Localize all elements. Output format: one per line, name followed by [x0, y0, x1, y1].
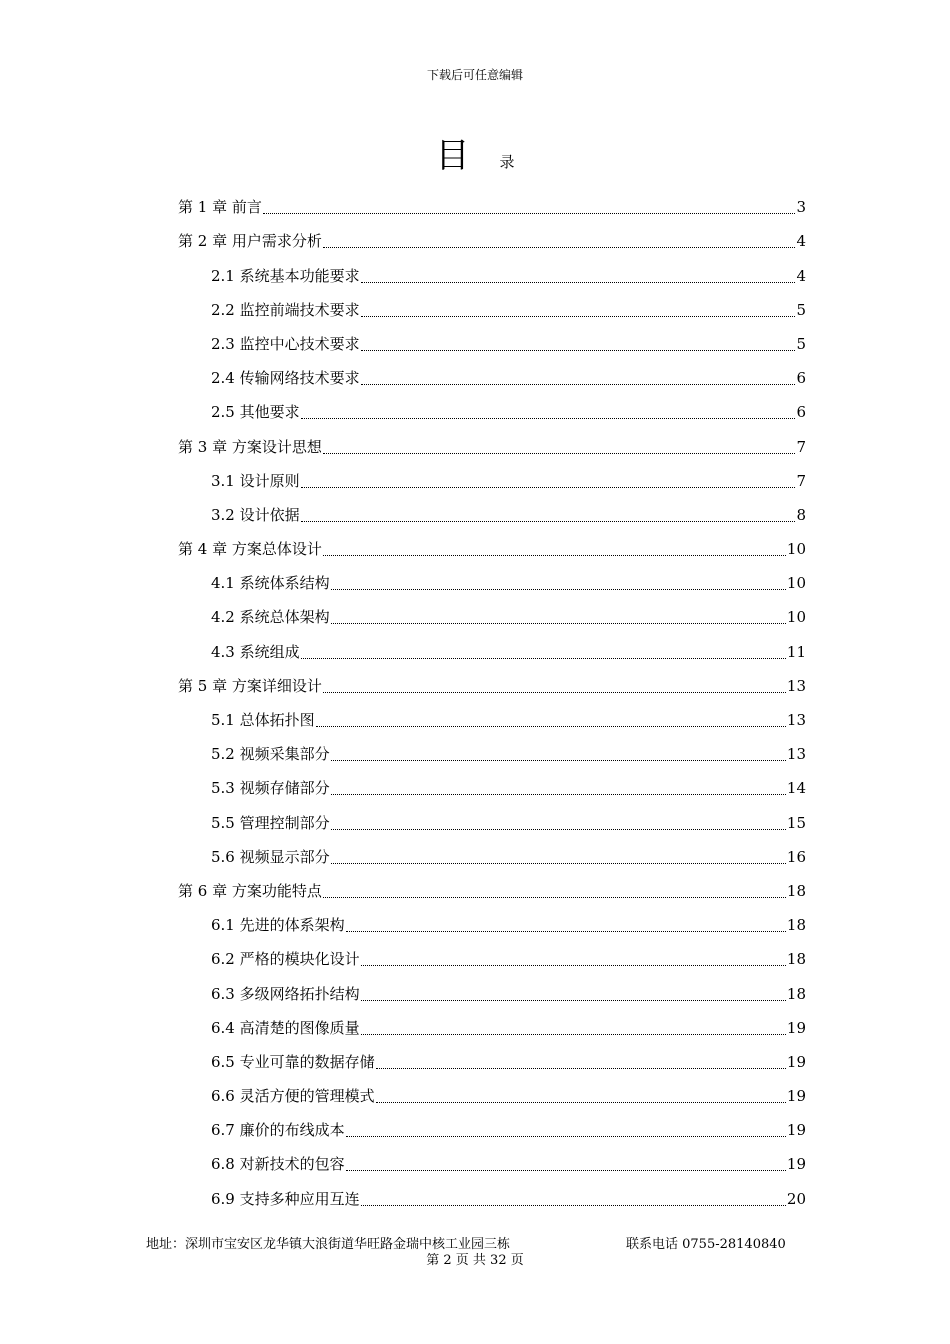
toc-entry[interactable]: [178, 737, 806, 771]
toc-dot-leader: [323, 897, 786, 898]
toc-entry-label: 6.7 廉价的布线成本: [211, 1121, 345, 1140]
toc-dot-leader: [331, 829, 786, 830]
toc-dot-leader: [323, 555, 786, 556]
toc-entry-label: 第 2 章 用户需求分析: [178, 232, 322, 251]
toc-entry[interactable]: [178, 805, 806, 839]
toc-entry[interactable]: [178, 976, 806, 1010]
toc-entry[interactable]: [178, 532, 806, 566]
toc-entry-label: 6.2 严格的模块化设计: [211, 950, 360, 969]
toc-entry[interactable]: [178, 908, 806, 942]
toc-entry-page: 5: [796, 334, 806, 353]
toc-entry-label: 4.1 系统体系结构: [211, 574, 330, 593]
toc-entry[interactable]: [178, 634, 806, 668]
toc-entry-page: 15: [786, 813, 806, 832]
toc-entry[interactable]: [178, 874, 806, 908]
toc-entry-label: 6.1 先进的体系架构: [211, 916, 345, 935]
toc-entry-page: 18: [786, 984, 806, 1003]
toc-entry-label: 6.4 高清楚的图像质量: [211, 1018, 360, 1037]
toc-entry-label: 6.5 专业可靠的数据存储: [211, 1052, 375, 1071]
toc-entry-label: 3.1 设计原则: [211, 471, 300, 490]
toc-entry-page: 11: [786, 642, 806, 661]
toc-dot-leader: [346, 931, 786, 932]
toc-entry-label: 5.5 管理控制部分: [211, 813, 330, 832]
toc-entry-label: 第 5 章 方案详细设计: [178, 676, 322, 695]
toc-entry-label: 3.2 设计依据: [211, 505, 300, 524]
toc-entry-page: 13: [786, 676, 806, 695]
toc-entry[interactable]: [178, 600, 806, 634]
toc-dot-leader: [331, 794, 786, 795]
toc-entry-label: 5.3 视频存储部分: [211, 779, 330, 798]
toc-entry-page: 7: [796, 471, 806, 490]
toc-entry-page: 6: [796, 369, 806, 388]
toc-entry-label: 5.6 视频显示部分: [211, 847, 330, 866]
toc-entry-page: 19: [786, 1052, 806, 1071]
toc-entry-label: 第 4 章 方案总体设计: [178, 540, 322, 559]
toc-dot-leader: [316, 726, 786, 727]
table-of-contents: [178, 190, 806, 1216]
toc-entry[interactable]: [178, 1011, 806, 1045]
toc-dot-leader: [263, 213, 796, 214]
toc-dot-leader: [301, 658, 786, 659]
toc-entry[interactable]: [178, 327, 806, 361]
toc-entry[interactable]: [178, 258, 806, 292]
toc-dot-leader: [301, 521, 796, 522]
toc-dot-leader: [301, 418, 796, 419]
toc-entry-label: 6.3 多级网络拓扑结构: [211, 984, 360, 1003]
toc-entry[interactable]: [178, 566, 806, 600]
toc-entry-label: 5.1 总体拓扑图: [211, 711, 315, 729]
toc-entry[interactable]: [178, 395, 806, 429]
toc-entry-label: 6.9 支持多种应用互连: [211, 1189, 360, 1208]
toc-entry[interactable]: [178, 1181, 806, 1215]
toc-entry[interactable]: [178, 224, 806, 258]
toc-entry-page: 10: [786, 574, 806, 593]
toc-entry-page: 4: [796, 232, 806, 251]
toc-entry[interactable]: [178, 361, 806, 395]
toc-dot-leader: [376, 1068, 786, 1069]
toc-dot-leader: [361, 384, 796, 385]
toc-entry-page: 14: [786, 779, 806, 798]
footer-address: 地址：深圳市宝安区龙华镇大浪街道华旺路金瑞中核工业园三栋: [146, 1237, 511, 1252]
toc-dot-leader: [361, 350, 796, 351]
toc-entry-label: 第 6 章 方案功能特点: [178, 881, 322, 900]
toc-dot-leader: [361, 1000, 786, 1001]
toc-dot-leader: [361, 282, 796, 283]
toc-dot-leader: [301, 487, 796, 488]
toc-entry-label: 2.4 传输网络技术要求: [211, 369, 360, 388]
toc-entry-page: 19: [786, 1155, 806, 1174]
toc-dot-leader: [331, 760, 786, 761]
toc-title-suffix: 录: [499, 153, 515, 171]
toc-entry-page: 18: [786, 916, 806, 935]
toc-entry-page: 18: [786, 950, 806, 969]
toc-entry-label: 第 3 章 方案设计思想: [178, 437, 322, 456]
toc-title: [0, 128, 950, 177]
toc-entry-label: 2.2 监控前端技术要求: [211, 300, 360, 319]
toc-dot-leader: [323, 692, 786, 693]
toc-entry-page: 5: [796, 300, 806, 319]
toc-entry-page: 3: [796, 198, 806, 217]
toc-dot-leader: [331, 863, 786, 864]
toc-entry-label: 6.8 对新技术的包容: [211, 1155, 345, 1174]
toc-entry-page: 19: [786, 1121, 806, 1140]
toc-entry-page: 19: [786, 1018, 806, 1037]
toc-entry[interactable]: [178, 840, 806, 874]
toc-dot-leader: [361, 316, 796, 317]
toc-entry-label: 5.2 视频采集部分: [211, 745, 330, 764]
toc-entry-page: 20: [786, 1189, 806, 1208]
toc-dot-leader: [361, 1034, 786, 1035]
toc-dot-leader: [323, 453, 796, 454]
toc-dot-leader: [346, 1136, 786, 1137]
toc-dot-leader: [361, 965, 786, 966]
toc-entry[interactable]: [178, 464, 806, 498]
toc-entry-label: 4.3 系统组成: [211, 642, 300, 661]
header-note: 下载后可任意编辑: [426, 68, 523, 82]
toc-entry[interactable]: [178, 1045, 806, 1079]
toc-entry-page: 7: [796, 437, 806, 456]
toc-entry-label: 2.1 系统基本功能要求: [211, 266, 360, 285]
footer-page-info: 第 2 页 共 32 页: [426, 1253, 524, 1268]
toc-entry[interactable]: [178, 942, 806, 976]
toc-dot-leader: [376, 1102, 786, 1103]
toc-entry[interactable]: [178, 190, 806, 224]
toc-entry-page: 13: [786, 745, 806, 764]
toc-title-main: 目: [435, 136, 470, 176]
toc-entry-label: 4.2 系统总体架构: [211, 608, 330, 627]
toc-entry-page: 10: [786, 540, 806, 559]
toc-entry-page: 8: [796, 505, 806, 524]
toc-entry-page: 19: [786, 1087, 806, 1106]
toc-entry[interactable]: [178, 293, 806, 327]
toc-entry[interactable]: [178, 498, 806, 532]
toc-dot-leader: [361, 1205, 786, 1206]
toc-entry[interactable]: [178, 771, 806, 805]
toc-entry-label: 2.5 其他要求: [211, 403, 300, 422]
toc-entry-page: 13: [786, 711, 806, 729]
toc-entry-label: 2.3 监控中心技术要求: [211, 334, 360, 353]
toc-entry[interactable]: [178, 1147, 806, 1181]
toc-entry-page: 4: [796, 266, 806, 285]
toc-entry-page: 10: [786, 608, 806, 627]
toc-entry-page: 18: [786, 881, 806, 900]
toc-dot-leader: [331, 623, 786, 624]
toc-entry[interactable]: [178, 429, 806, 463]
toc-dot-leader: [331, 589, 786, 590]
toc-entry-page: 16: [786, 847, 806, 866]
footer-phone: 联系电话 0755-28140840: [626, 1237, 786, 1252]
toc-entry[interactable]: [178, 703, 806, 737]
toc-entry-label: 第 1 章 前言: [178, 198, 262, 217]
toc-entry[interactable]: [178, 1113, 806, 1147]
toc-dot-leader: [323, 247, 796, 248]
toc-entry[interactable]: [178, 669, 806, 703]
toc-dot-leader: [346, 1170, 786, 1171]
toc-entry-label: 6.6 灵活方便的管理模式: [211, 1087, 375, 1106]
toc-entry-page: 6: [796, 403, 806, 422]
toc-entry[interactable]: [178, 1079, 806, 1113]
